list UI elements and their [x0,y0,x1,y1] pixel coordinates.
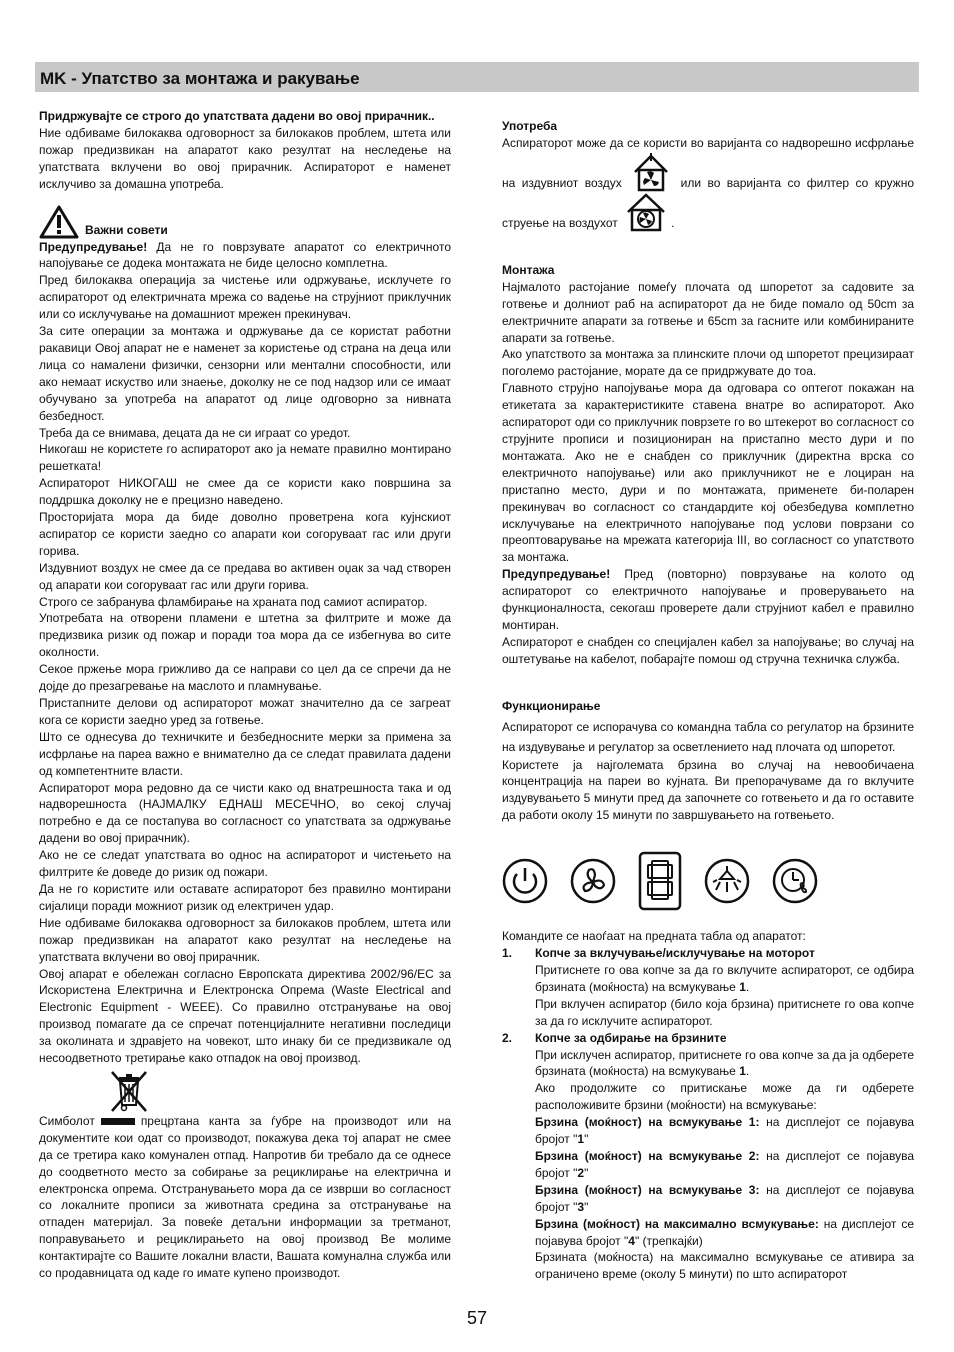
section-header [35,62,919,92]
command-item [502,945,914,1030]
func-text-2: Користете ја најголемата брзина во случај на невообичаена концентрација на пареи во кујната. Ви препорачуваме да го вклучите издувувањето 5 минути пред да започнете со готвењето и да го оставите да работи околу 15 минути по завршувањето на готвењето. [502,757,914,823]
use-title: Употреба [502,119,558,133]
control-panel [502,844,914,918]
cmd1-text-a-end: . [745,979,750,994]
mount-warning-paragraph [502,566,914,634]
cmd2-text-a [502,1047,914,1081]
cmd1-title: Копче за вклучување/исклучување на моторот [535,946,815,961]
left-column [39,108,451,1282]
seven-segment-display [638,851,682,911]
use-text-2: или во варијанта со филтер со кружно струење на воздухот [502,175,914,230]
speed-max-num: 4 [628,1233,635,1248]
paragraph: Секое пржење мора грижливо да се направи со цел да се спречи да не дојде до презагревање на маслото и пламнување. [39,662,451,694]
speed-1 [502,1114,914,1148]
symbol-paragraph [39,1113,451,1282]
speed-max-text: на дисплејот се појавува бројот " [535,1216,915,1248]
use-paragraph-1 [502,135,914,232]
cmd2-text-b: Ако продолжите со притискање може да ги одберете расположивите брзини (моќности) на всмукување: [535,1081,914,1113]
func-text-1: Аспираторот се испорачува со командна табла со регулатор на брзините на издувување и регулатор за осветлението над плочата од шпоретот. [502,719,914,754]
speed-2-text: на дисплејот се појавува бројот " [535,1148,914,1180]
warning-text: Да не го поврзувате апаратот со електричното напојување се додека монтажата не биде целосно комплетна. [39,239,451,271]
cmd1-text-a-main: Притиснете го ова копче за да го вклучите аспираторот, се одбира брзината (моќноста) на всмукување [535,963,914,994]
mount-warning-text: Пред (повторно) поврзување на колото од аспираторот со електричното напојување и проверувањето на функционалноста, секогаш проверете дали струјниот кабел е правилно монтиран. [502,567,914,632]
right-column [502,108,914,1283]
symbol-bar [101,1118,135,1125]
mount-cable-text: Аспираторот е снабден со специјален кабел за напојување; во случај на оштетување на кабелот, побарајте помош од стручна техничка служба. [502,634,914,666]
paragraph: Да не го користите или оставате аспираторот без правилно монтирани сијалици поради можниот ризик од електричен удар. [39,881,451,913]
crossed-bin-icon [109,1069,149,1113]
power-button-icon[interactable] [502,858,548,904]
symbol-text: прецртана канта за ѓубре на производот или на документите кои одат со производот, покажува дека тој апарат не смее да се третира како комунален отпад. Напротив би требало да се однесе до соодветното место за собирање за рециклирање на електрична и електронска опрема. Отстранувањето мора да се изврши во согласност со локалните прописи за животната средина за отстранување на отпаден материјал. За повеќе детаљни информации за третманот, поправувањето и рециклирањето на овој производ Ве молиме контактирајте со Вашите локални власти, Вашата комунална служба или со продавницата од каде го имате купено производот. [39,1113,451,1281]
max-note: Брзината (моќноста) на максимално всмукување се ативира за ограничено време (околу 5 минути) по што аспираторот [535,1250,914,1282]
command-item [502,1030,914,1284]
warning-triangle-icon [39,205,79,239]
cmd2-text-a-end: . [745,1064,750,1079]
cmd1-number: 1. [502,946,513,961]
mount-paragraph: Ако упатството за монтажа за плинските плочи од шпоретот прецизираат поголемо растојание, морате да се придржувате до тоа. [502,347,914,379]
paragraph: Аспираторот мора редовно да се чисти како од внатрешноста така и од надворешноста (НАЈМАЛКУ ЕДНАШ МЕСЕЧНО, во секој случај потребно е да се постапува во согласност со упатствата за одржување дадени во овој прирачник). [39,780,451,846]
speed-3 [502,1182,914,1216]
paragraph: Аспираторот НИКОГАШ не смее да се користи како површина за поддршка доколку не е прецизно наведено. [39,476,451,508]
paragraph: Ние одбиваме билокаква одговорност за билокаков проблем, штета или пожар предизвикан на апаратот како резултат на неследење на упатствата вклучени во овој прирачник. [39,915,451,964]
speed-max [502,1216,914,1250]
advice-heading [39,205,451,239]
speed-3-num: 3 [577,1199,585,1214]
paragraph: Просторијата мора да биде доволно проветрена кога кујнскиот аспиратор се користи заедно со апарати кои согоруваат гас или други горива. [39,510,451,558]
speed-3-label: Брзина (моќност) на всмукување 3: [535,1182,760,1197]
use-text-end: . [671,215,675,230]
speed-1-text: на дисплејот се појавува бројот " [535,1115,914,1147]
cmd2-text-a-bold: 1 [739,1064,746,1079]
speed-2-num: 2 [577,1165,585,1180]
house-fan-exhaust-icon [632,152,670,192]
paragraph: Треба да се внимава, децата да не си играат со уредот. [39,425,351,440]
paragraph: Овој апарат е обележан согласно Европската директива 2002/96/EC за Искористена Електрична и Електронска Опрема (Waste Electrical and Electronic Equipment - WEEE). Со правилно отстранување на овој производ помагате да се спречат потенцијалните негативни последици за околината и здравјето на човекот, што инаку би се предизвикале од несоодветното третирање како отпадок на овој производ. [39,966,451,1066]
page-title: MK - Упатство за монтажа и ракување [40,69,360,88]
cmd1-text-a [502,962,914,996]
paragraph: Издувниот воздух не смее да се предава во активен оџак за чад створен од апарати кои согоруваат гас или други горива. [39,560,451,592]
paragraph: Што се однесува до техничките и безбедносните мерки за примена за исфрлање на пареа важно е внимателно да се следат правилата дадени од компетентните власти. [39,729,451,778]
intro-text: Ние одбиваме билокаква одговорност за билокаков проблем, штета или пожар предизвикан на апаратот како резултат на неследење на упатствата вклучени во овој прирачник. Аспираторот е наменет исклучиво за домашна употреба. [39,125,451,191]
paragraph: Строго се забранува фламбирање на храната под самиот аспиратор. [39,594,428,609]
mount-paragraph: Главното струјно напојување мора да одговара со оптегот покажан на етикетата за карактеристиките ставена внатре во аспираторот. Ако аспираторот оди со приклучник поврзете го во штекерот во согласност со струјните прописи и позициониран на пристапно место дури и по монтажата. Ако не е снабден со приклучник (директна врска со електричното напојување) или ако приклучникот не е лоциран на пристапно место, дури и по монтажата, применете би-поларен прекинувач во согласност со стандардите кој обезбедува комплетно исклучување на електричното напојување под услови поврзани со преоптоварување на мрежата категорија III, во согласност со упатството за монтажа. [502,381,914,565]
paragraph: Пред билокаква операција за чистење или одржување, исклучете го аспираторот од електричната мрежа со вадење на струјниот приклучник или со исклучување на домашниот мрежен прекинувач. [39,273,451,322]
quote-close: " [584,1132,589,1147]
symbol-prefix: Симболот [39,1113,95,1128]
cmd2-text-a-main: При исклучен аспиратор, притиснете го ова копче за да ја одберете брзината (моќноста) на всмукување [535,1047,914,1079]
warning-label: Предупредување! [39,239,148,254]
mount-title: Монтажа [502,262,555,277]
mount-warning-label: Предупредување! [502,567,611,582]
cmd2-title: Копче за одбирање на брзините [535,1030,727,1045]
cmd2-number: 2. [502,1030,513,1045]
intro-title: Придржувајте се строго до упатствата дадени во овој прирачник.. [39,109,435,123]
speed-max-label: Брзина (моќност) на максимално всмукување: [535,1216,819,1231]
commands-list [502,945,914,1283]
cmd1-text-b: При вклучен аспиратор (било која брзина) притиснете го ова копче за да го исклучите аспираторот. [535,996,914,1028]
advice-title: Важни совети [85,222,168,237]
paragraph: Никогаш не користете го аспираторот ако ја немате правилно монтирано решетката! [39,442,451,474]
warning-paragraph [39,239,451,273]
timer-fan-button-icon[interactable] [772,858,818,904]
fan-speed-button-icon[interactable] [570,858,616,904]
bin-symbol [109,1069,451,1113]
quote-close: " [584,1199,589,1214]
func-title: Функционирање [502,698,601,713]
house-fan-recirculation-icon [625,192,667,232]
speed-1-label: Брзина (моќност) на всмукување 1: [535,1115,760,1130]
speed-1-num: 1 [577,1132,585,1147]
cmd1-text-a-bold: 1 [739,979,746,994]
mount-paragraph: Најмалото растојание помеѓу плочата од шпоретот за садовите за готвење и долниот раб на аспираторот да не биде помало од 50cm за електричните апарати за готвење и 65cm за гасните или комбинираните апарати за готвење. [502,279,914,345]
speed-2 [502,1148,914,1182]
paragraph: Употребата на отворени пламени е штетна за филтрите и може да предизвика ризик од пожар и поради тоа мора да се избегнува во сите околности. [39,611,451,660]
speed-2-label: Брзина (моќност) на всмукување 2: [535,1148,760,1163]
light-button-icon[interactable] [704,858,750,904]
paragraph: За сите операции за монтажа и одржување да се користат работни ракавици Овој апарат не е наменет за користење од страна на деца или лица со намалени физички, сензорни или ментални способности, или ако немаат искуство или знаење, доколку не се под надзор или се имаат обучувано за употреба на апаратот од лице одговорно за нивната безбедност. [39,324,451,423]
panel-intro: Командите се наоѓаат на предната табла од апаратот: [502,929,806,944]
paragraph: Пристапните делови од аспираторот можат значително да се загреат кога се користи заедно уред за готвење. [39,696,451,727]
paragraph: Ако не се следат упатствата во однос на аспираторот и чистењето на филтрите ќе доведе до ризик од пожари. [39,848,451,880]
use-text-1: Аспираторот може да се користи во варијанта со надворешно исфрлање на издувниот воздух [502,135,914,190]
speed-max-end: " (трепкајќи) [634,1233,703,1248]
speed-3-text: на дисплејот се појавува бројот " [535,1182,914,1214]
quote-close: " [584,1165,589,1180]
page-number: 57 [466,1308,488,1328]
